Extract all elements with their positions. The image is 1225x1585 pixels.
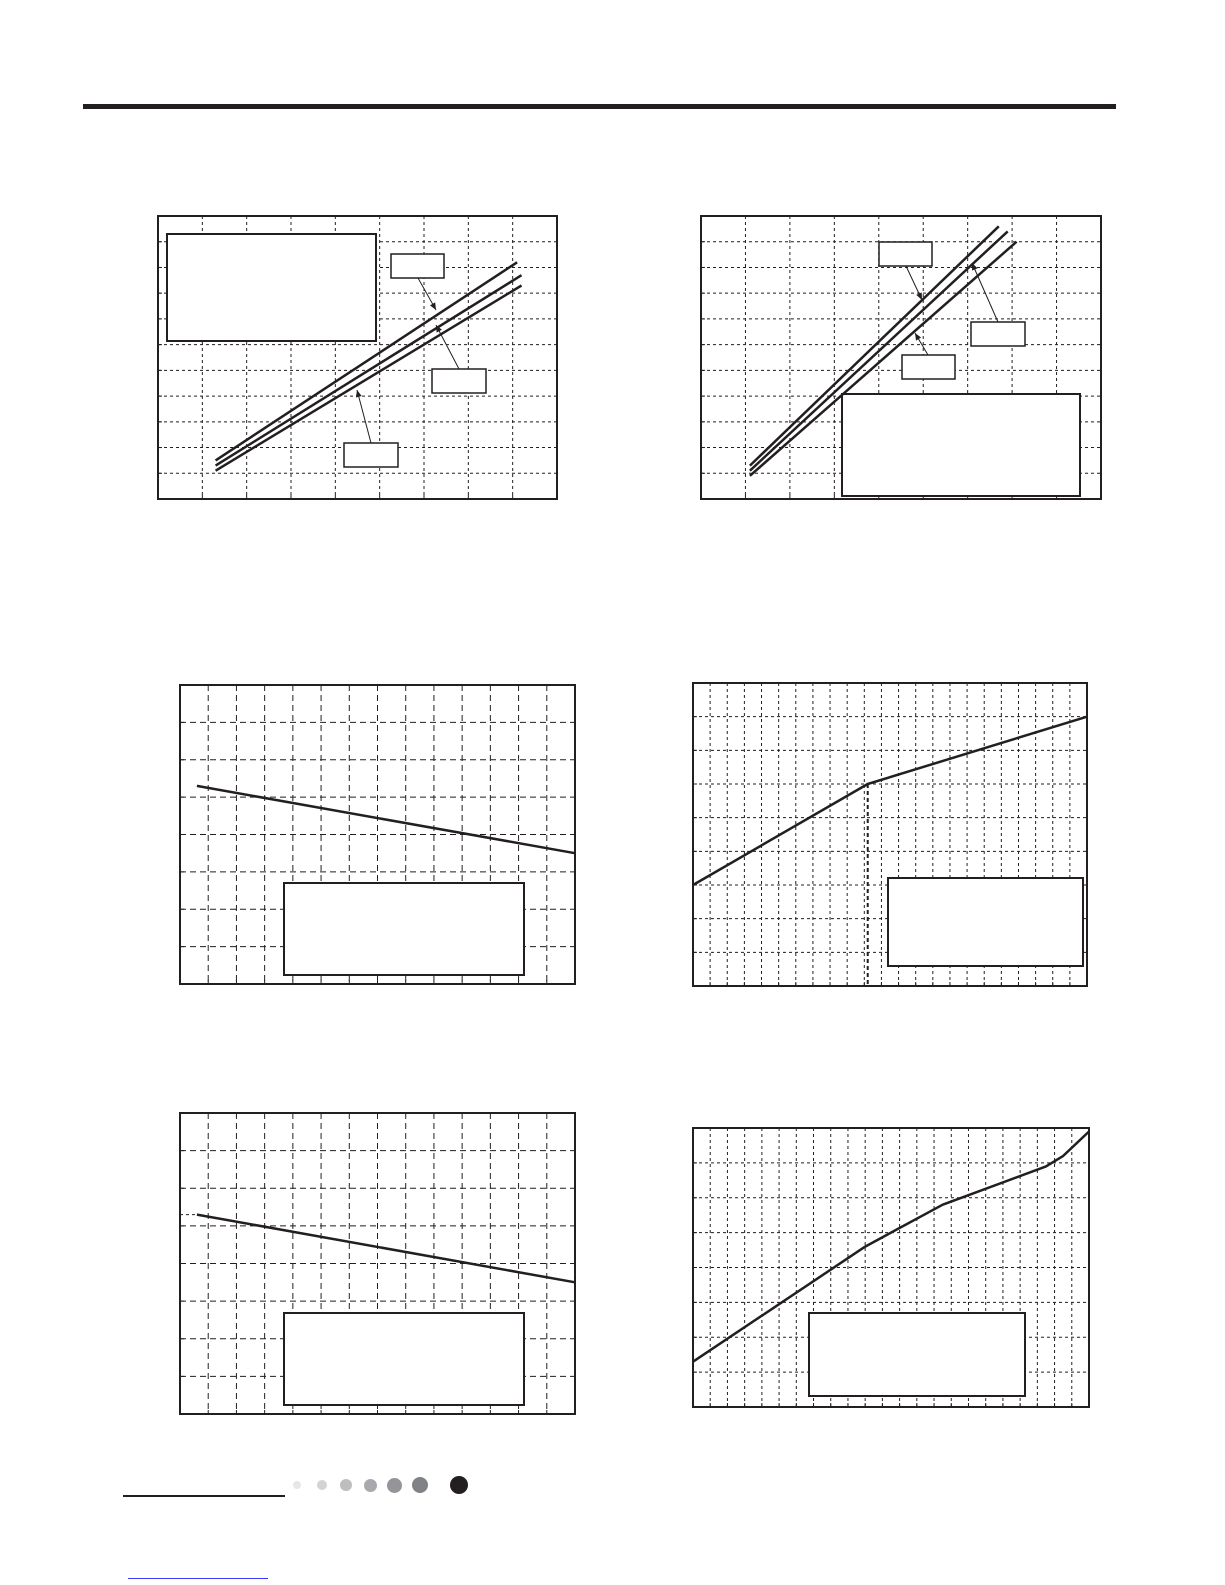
legend-box (284, 883, 524, 975)
footer-link-underline (128, 1578, 268, 1579)
page-dot-5 (387, 1478, 402, 1493)
page-dot-2 (317, 1480, 327, 1490)
legend-box (167, 234, 376, 341)
chart-1 (158, 216, 557, 499)
chart-2 (701, 216, 1101, 499)
callout-box-2 (971, 322, 1025, 346)
page-dot-7 (450, 1476, 468, 1494)
footer-rule (123, 1495, 285, 1497)
callout-arrow-2 (972, 263, 998, 322)
callout-box-1 (879, 242, 932, 266)
callout-box-3 (344, 443, 398, 467)
chart-3 (180, 685, 575, 984)
page-dot-3 (340, 1479, 352, 1491)
series-line-1 (693, 717, 1087, 885)
callout-box-3 (902, 355, 955, 379)
page-dot-1 (293, 1481, 301, 1489)
page-dot-6 (412, 1477, 428, 1493)
callout-arrowhead-3 (356, 390, 362, 398)
callout-arrow-3 (357, 390, 371, 443)
chart-4 (693, 683, 1087, 986)
chart-5 (180, 1113, 575, 1414)
legend-box (888, 878, 1083, 966)
chart-6 (693, 1128, 1089, 1407)
callout-arrowhead-1 (430, 302, 436, 310)
callout-arrowhead-3 (915, 333, 921, 341)
callout-box-2 (432, 369, 486, 393)
legend-box (284, 1313, 524, 1405)
page-indicator-dots (288, 1472, 488, 1502)
legend-box (809, 1313, 1025, 1396)
callout-box-1 (391, 254, 444, 278)
legend-box (842, 394, 1080, 496)
page-dot-4 (364, 1479, 377, 1492)
